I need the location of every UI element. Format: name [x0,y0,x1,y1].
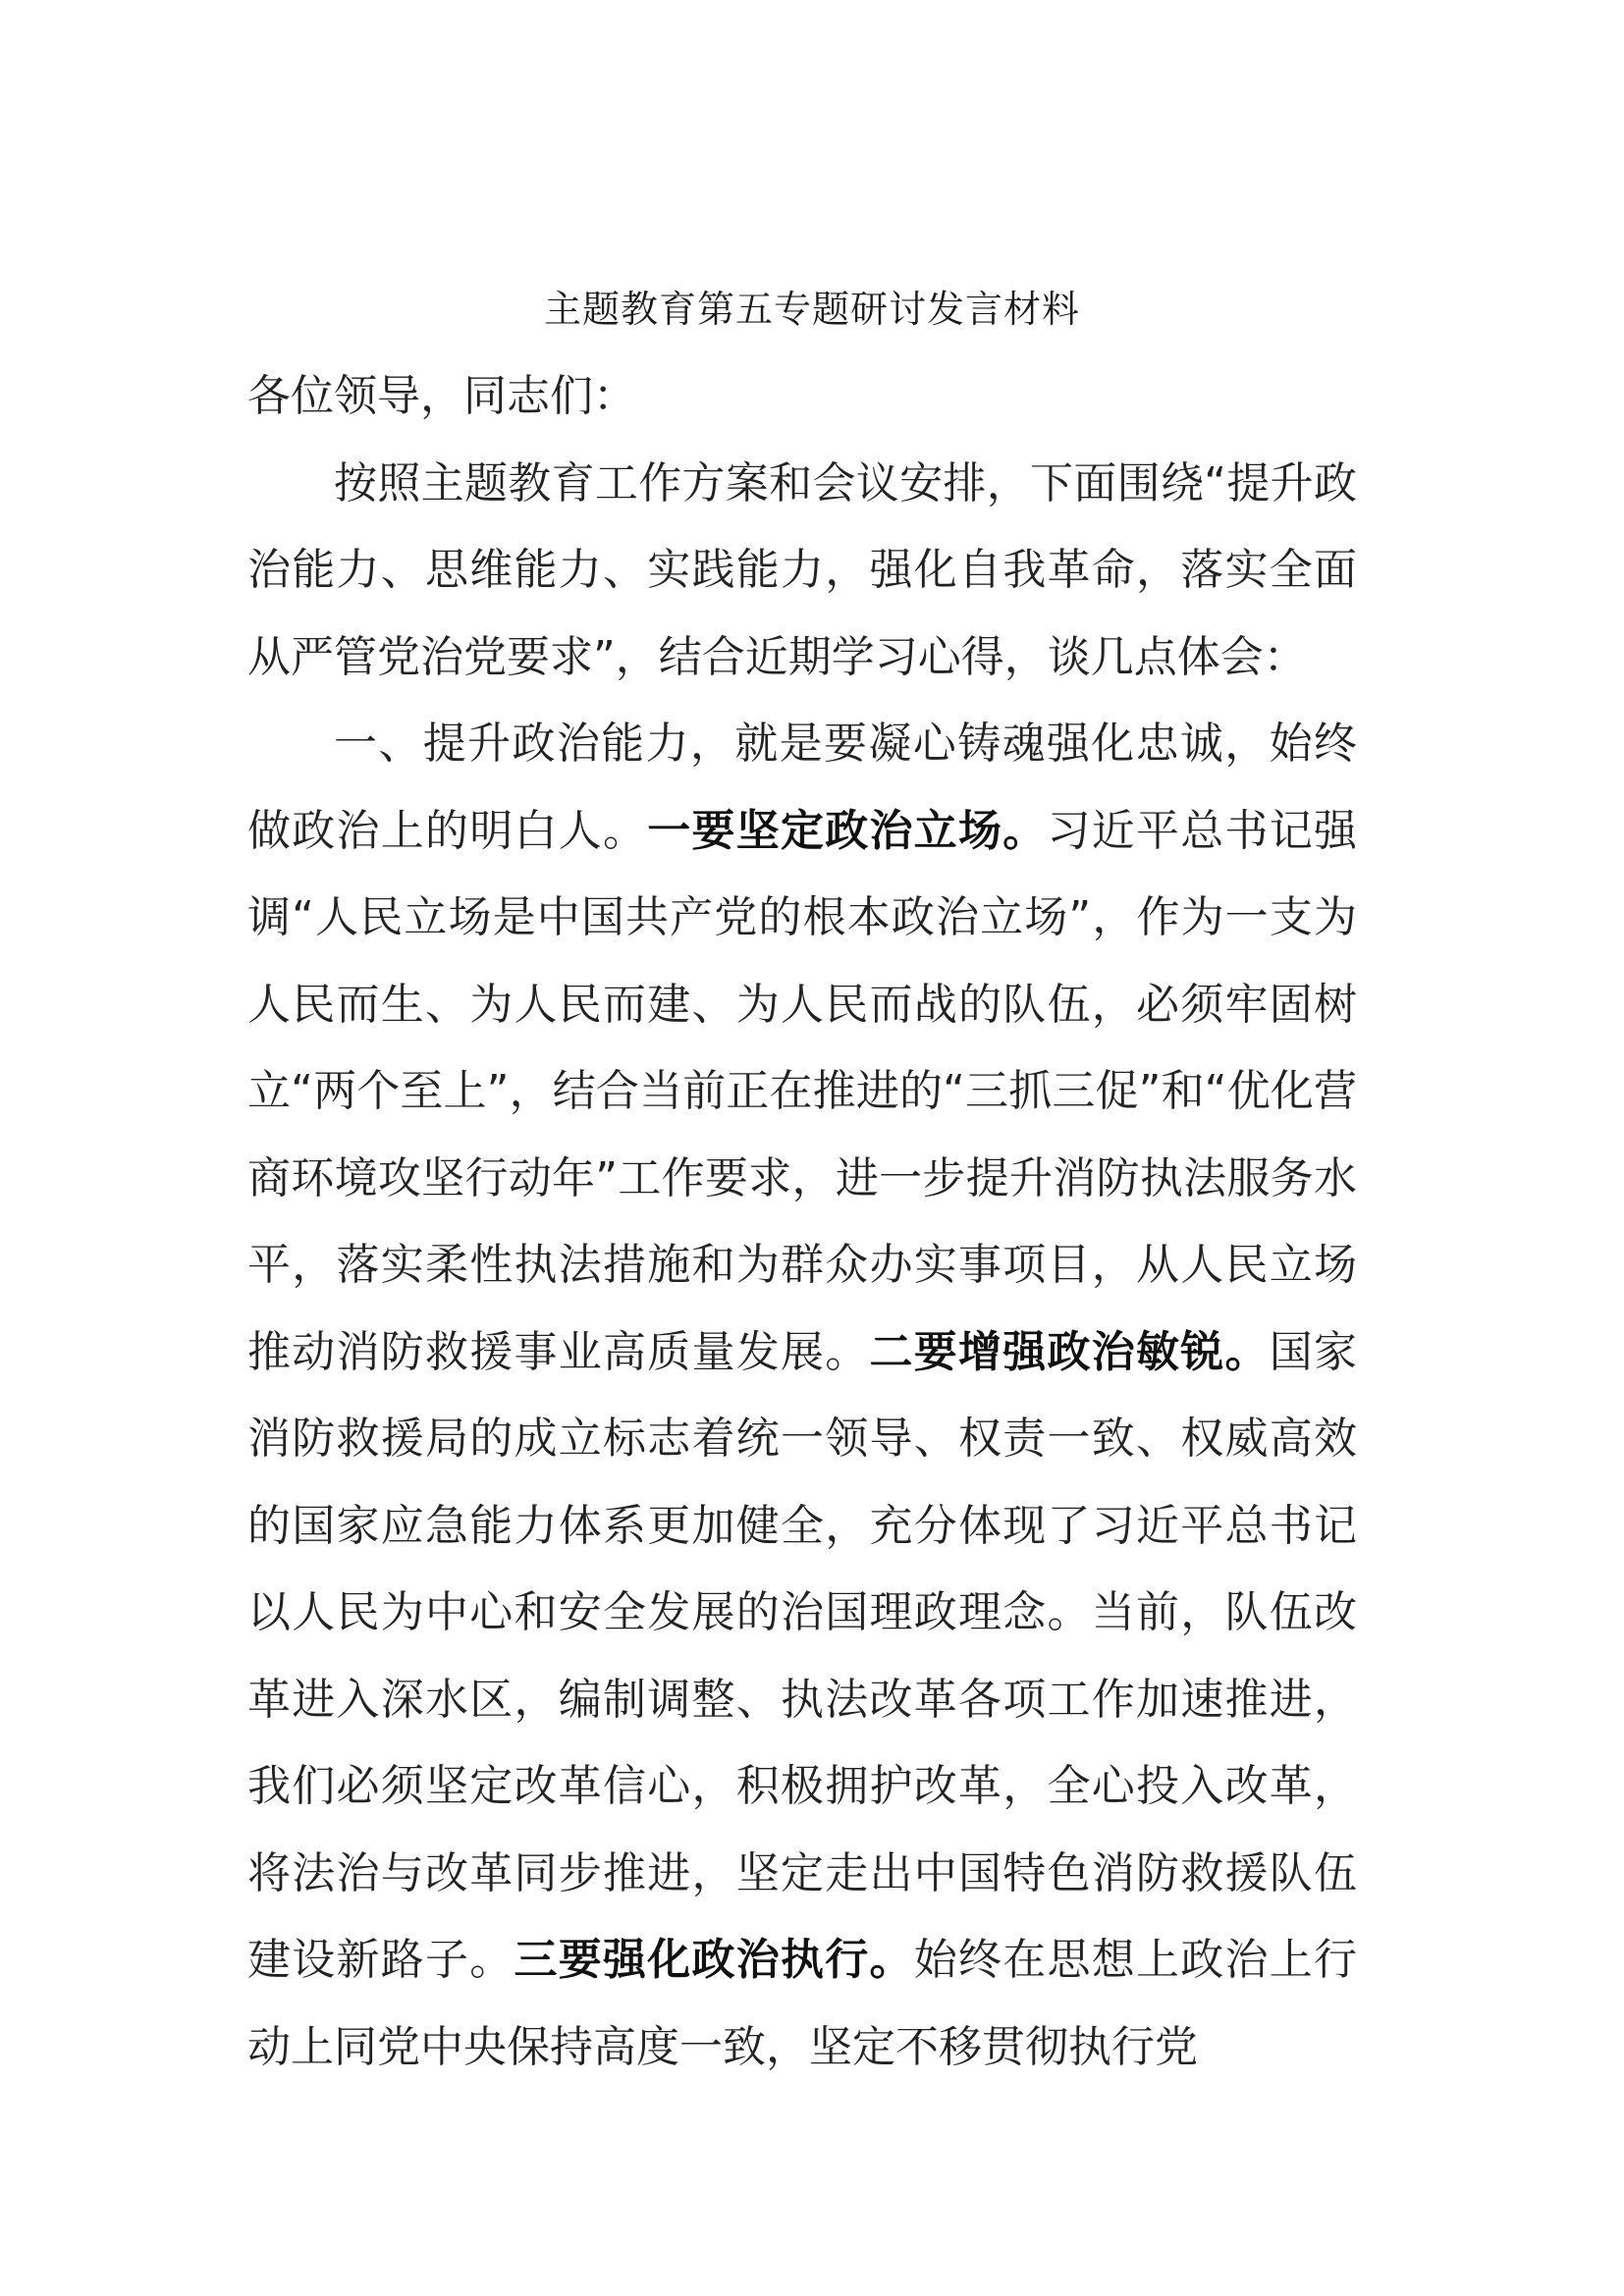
section-1-paragraph [247,701,1357,2091]
document-body [247,353,1357,2091]
point-2-label: 二要增强政治敏锐。 [869,1326,1270,1377]
intro-paragraph: 按照主题教育工作方案和会议安排，下面围绕“提升政治能力、思维能力、实践能力，强化自我革命，落实全面从严管党治党要求”，结合近期学习心得，谈几点体会： [247,457,1357,682]
point-3-text: 始终在思想上政治上行动上同党中央保持高度一致，坚定不移贯彻执行党 [247,1935,1357,2072]
point-3-label: 三要强化政治执行。 [514,1935,914,1985]
point-1-label: 一要坚定政治立场。 [647,805,1048,856]
salutation: 各位领导，同志们： [247,371,636,421]
section-1-heading: 一、提升政治能力，就是要凝心铸魂强化忠诚，始终做政治上的明白人。 [247,719,1357,856]
document-title: 主题教育第五专题研讨发言材料 [543,288,1080,331]
point-1-text: 习近平总书记强调“人民立场是中国共产党的根本政治立场”，作为一支为人民而生、为人民而建、为人民而战的队伍，必须牢固树立“两个至上”，结合当前正在推进的“三抓三促”和“优化营商环境攻坚行动年”工作要求，进一步提升消防执法服务水平，落实柔性执法措施和为群众办实事项目，从人民立场推动消防救援事业高质量发展。 [247,805,1357,1377]
point-2-text: 国家消防救援局的成立标志着统一领导、权责一致、权威高效的国家应急能力体系更加健全，充分体现了习近平总书记以人民为中心和安全发展的治国理政理念。当前，队伍改革进入深水区，编制调整、执法改革各项工作加速推进，我们必须坚定改革信心，积极拥护改革，全心投入改革，将法治与改革同步推进，坚定走出中国特色消防救援队伍建设新路子。 [247,1326,1357,1985]
